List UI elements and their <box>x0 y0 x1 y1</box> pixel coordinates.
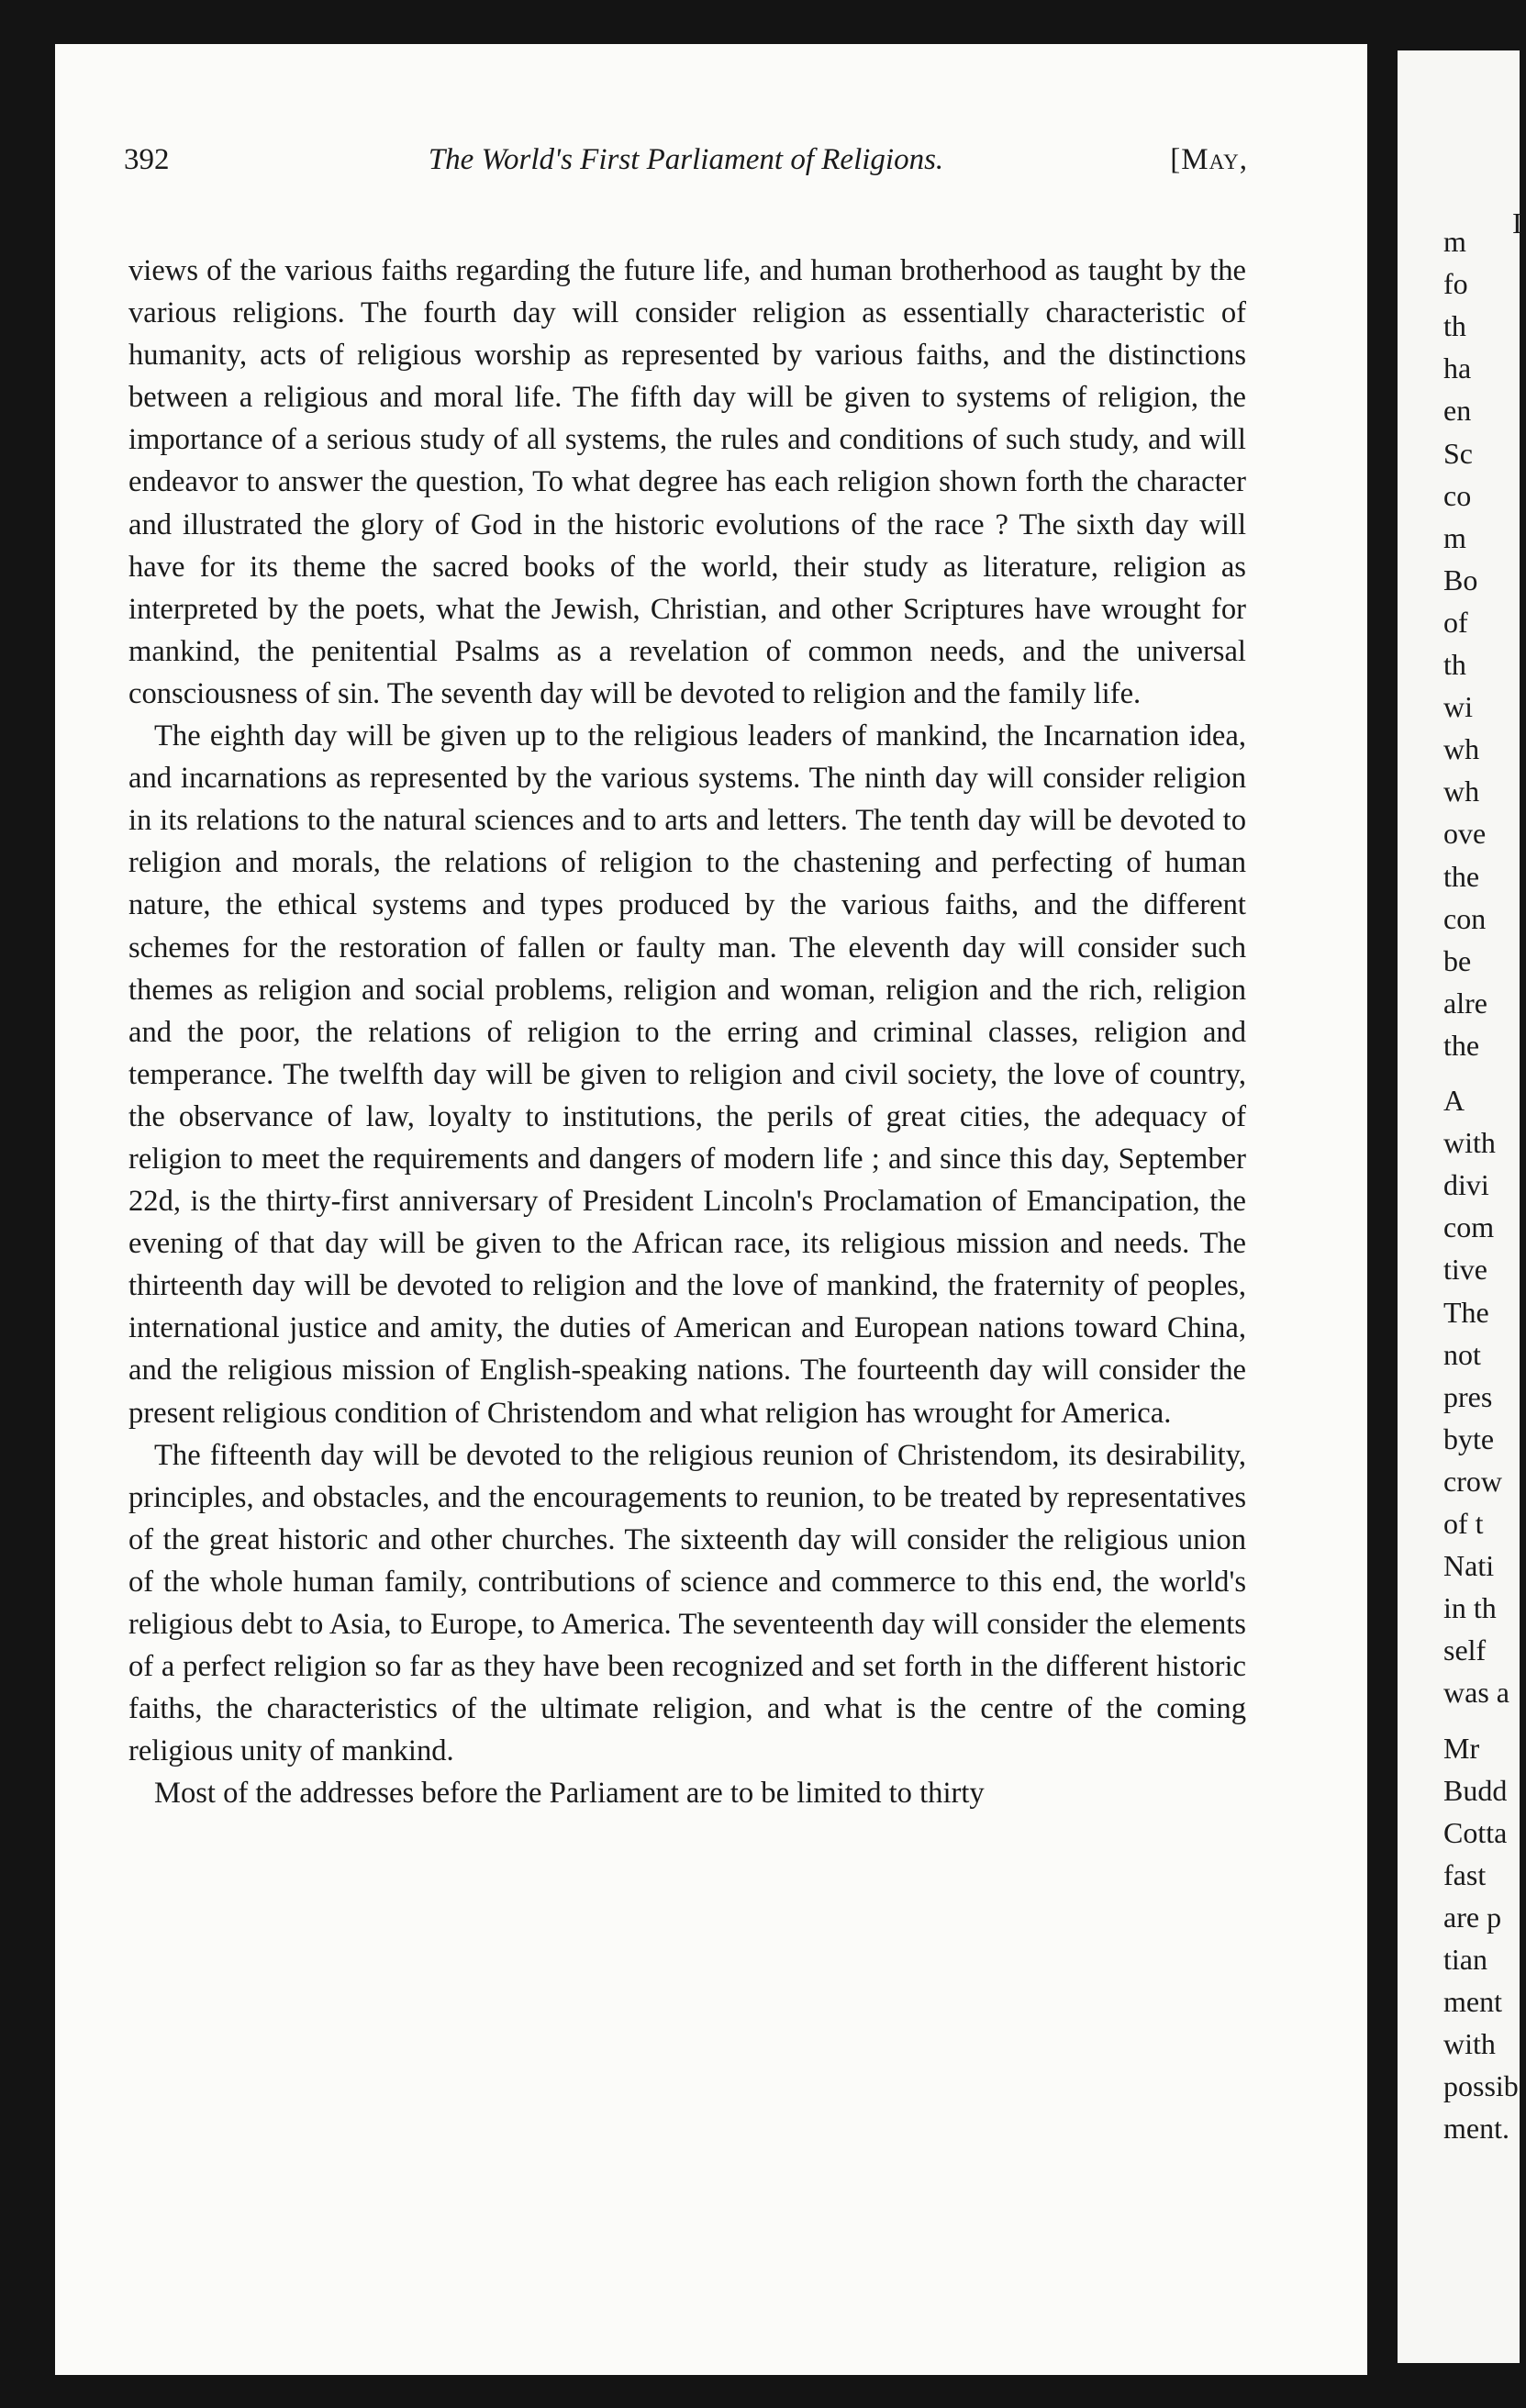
adjacent-page-line: ment. <box>1443 2112 1509 2146</box>
adjacent-page-line: Bo <box>1443 563 1478 596</box>
adjacent-page-line: th <box>1443 309 1466 343</box>
adjacent-page-line: self <box>1443 1633 1487 1667</box>
page-number: 392 <box>124 143 170 176</box>
adjacent-page-line: Mr <box>1443 1731 1480 1765</box>
month-label: [May, <box>1170 143 1248 176</box>
adjacent-page-line: wh <box>1443 732 1480 766</box>
adjacent-page-line: A <box>1443 1084 1465 1117</box>
adjacent-page-line: ove <box>1443 817 1487 851</box>
paragraph: Most of the addresses before the Parliament are to be limited to thirty <box>154 1777 985 1811</box>
running-header <box>124 136 1248 191</box>
adjacent-page-fragment <box>1398 50 1520 2363</box>
adjacent-page-header: I <box>1512 206 1522 240</box>
adjacent-page-line: be <box>1443 943 1472 977</box>
adjacent-page-line: with <box>1443 2027 1496 2061</box>
adjacent-page-line: in th <box>1443 1591 1497 1625</box>
adjacent-page-line: Nati <box>1443 1549 1495 1583</box>
adjacent-page-line: tian <box>1443 1943 1487 1976</box>
adjacent-page-line: fo <box>1443 267 1468 301</box>
adjacent-page-line: alre <box>1443 986 1487 1020</box>
adjacent-page-line: con <box>1443 901 1487 935</box>
running-title: The World's First Parliament of Religions. <box>428 143 944 176</box>
adjacent-page-line: ment <box>1443 1985 1502 2019</box>
adjacent-page-line: en <box>1443 394 1472 428</box>
adjacent-page-line: Sc <box>1443 436 1473 470</box>
adjacent-page-line: pres <box>1443 1379 1493 1413</box>
adjacent-page-line: fast <box>1443 1857 1487 1891</box>
adjacent-page-line: with <box>1443 1126 1496 1160</box>
paragraph: The fifteenth day will be devoted to the religious reunion of Christendom, its desirability, principles, and obstacles, and the encouragements to reunion, to be treated by representatives of the great historic and other churches. The sixteenth day will consider the religious union of the whole human family, contributions of science and commerce to this end, the world's religious debt to Asia, to Europe, to America. The seventeenth day will consider the elements of a perfect religion so far as they have been recognized and set forth in the different historic faiths, the characteristics of the ultimate religion, and what is the centre of the coming religious unity of mankind. <box>128 1438 1246 1768</box>
adjacent-page-line: tive <box>1443 1253 1487 1287</box>
adjacent-page-line: of t <box>1443 1507 1484 1540</box>
adjacent-page-line: co <box>1443 478 1472 512</box>
adjacent-page-line: was a <box>1443 1676 1509 1710</box>
adjacent-page-line: of <box>1443 605 1468 639</box>
paragraph: The eighth day will be given up to the religious leaders of mankind, the Incarnation idea, and incarnations as represented by the various systems. The ninth day will consider religion in its relations to the natural sciences and to arts and letters. The tenth day will be devoted to religion and morals, the relations of religion to the chastening and perfecting of human nature, the ethical systems and types produced by the various faiths, and the different schemes for the restoration of fallen or faulty man. The eleventh day will consider such themes as religion and social problems, religion and woman, religion and the rich, religion and the poor, the relations of religion to the erring and criminal classes, religion and temperance. The twelfth day will be given to religion and civil society, the love of country, the observance of law, loyalty to institutions, the perils of great cities, the adequacy of religion to meet the requirements and dangers of modern life ; and since this day, September 22d, is the thirty-first anniversary of President Lincoln's Proclamation of Emancipation, the evening of that day will be given to the African race, its religious mission and needs. The thirteenth day will be devoted to religion and the love of mankind, the fraternity of peoples, international justice and amity, the duties of American and European nations toward China, and the religious mission of English-speaking nations. The fourteenth day will consider the present religious condition of Christendom and what religion has wrought for America. <box>128 719 1246 1430</box>
adjacent-page-line: m <box>1443 520 1466 554</box>
adjacent-page-line: Budd <box>1443 1773 1508 1807</box>
adjacent-page-line: possib <box>1443 2069 1519 2103</box>
adjacent-page-line: not <box>1443 1337 1481 1371</box>
adjacent-page-line: the <box>1443 859 1480 893</box>
adjacent-page-line: wh <box>1443 775 1480 808</box>
adjacent-page-line: the <box>1443 1028 1480 1062</box>
adjacent-page-line: crow <box>1443 1464 1502 1498</box>
adjacent-page-line: Cotta <box>1443 1815 1508 1849</box>
adjacent-page-line: are p <box>1443 1900 1502 1934</box>
adjacent-page-line: wi <box>1443 690 1473 724</box>
adjacent-page-line: divi <box>1443 1168 1489 1202</box>
adjacent-page-line: com <box>1443 1210 1495 1244</box>
adjacent-page-line: ha <box>1443 351 1472 385</box>
body-text <box>128 250 1246 1814</box>
adjacent-page-line: The <box>1443 1295 1489 1329</box>
adjacent-page-line: m <box>1443 225 1466 258</box>
adjacent-page-line: byte <box>1443 1421 1495 1455</box>
adjacent-page-line: th <box>1443 648 1466 681</box>
paragraph: views of the various faiths regarding the future life, and human brotherhood as taught by the various religions. The fourth day will consider religion as essentially characteristic of humanity, acts of religious worship as represented by various faiths, and the distinctions between a religious and moral life. The fifth day will be given to systems of religion, the importance of a serious study of all systems, the rules and conditions of such study, and will endeavor to answer the question, To what degree has each religion shown forth the character and illustrated the glory of God in the historic evolutions of the race ? The sixth day will have for its theme the sacred books of the world, their study as literature, religion as interpreted by the poets, what the Jewish, Christian, and other Scriptures have wrought for mankind, the penitential Psalms as a revelation of common needs, and the universal consciousness of sin. The seventh day will be devoted to religion and the family life. <box>128 254 1246 710</box>
